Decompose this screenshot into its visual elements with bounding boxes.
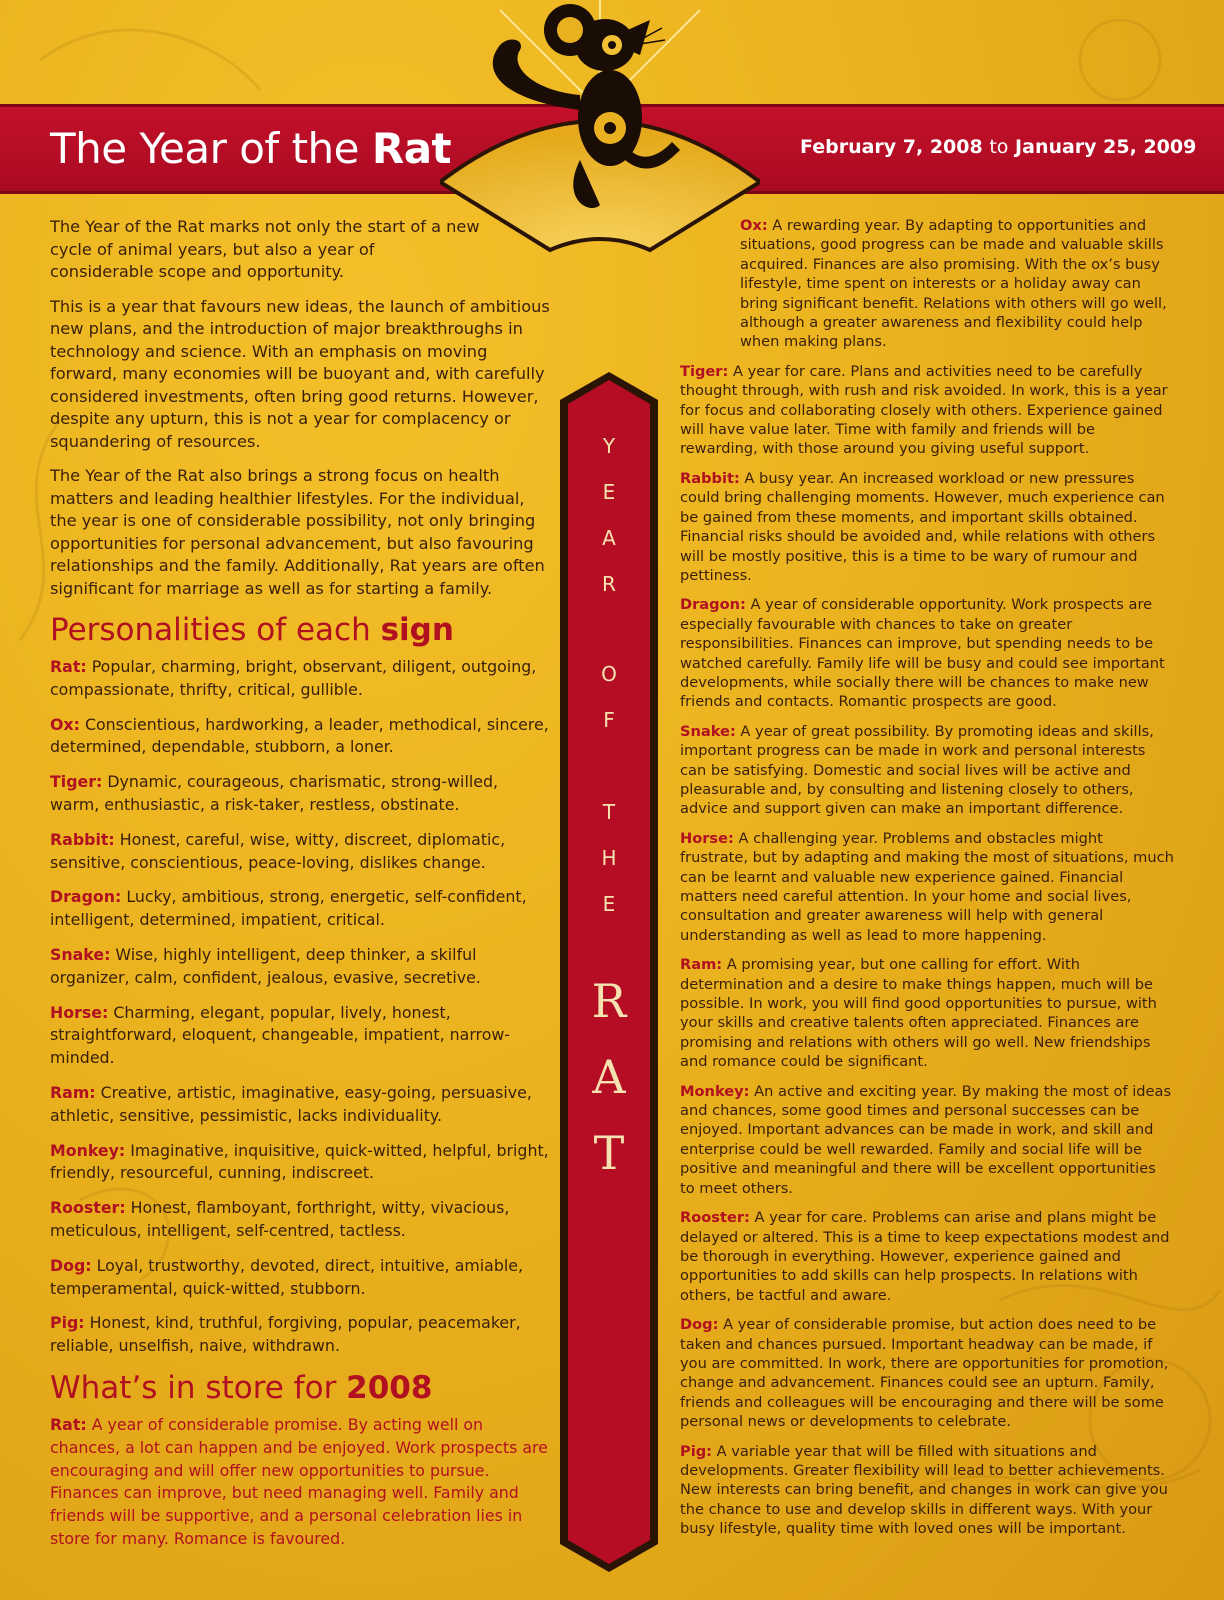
prediction-item: Horse: A challenging year. Problems and obstacles might frustrate, but by adapting and making the most of situations, much can be learnt and valuable new experience gained. Financial matters need careful attention. In your home and social lives, consultation and greater awareness will help with general understanding as well as lead to more happening. (680, 829, 1174, 944)
store-heading: What’s in store for 2008 (50, 1369, 433, 1406)
prediction-item: Pig: A variable year that will be filled with situations and developments. Greater flexibility will lead to better achievements. New interests can bring benefit, and changes in work can give you the chance to use and develop skills in different ways. With your busy lifestyle, quality time with loved ones will be important. (680, 1442, 1168, 1538)
ribbon-letter: A (602, 526, 616, 550)
ribbon-letter-big: A (592, 1050, 626, 1104)
date-start: February 7, 2008 (800, 136, 983, 158)
trait-item: Pig: Honest, kind, truthful, forgiving, popular, peacemaker, reliable, unselfish, naive, withdrawn. (50, 1313, 521, 1356)
ribbon-letter-big: T (593, 1126, 625, 1180)
right-column (680, 216, 1175, 1549)
trait-item: Dragon: Lucky, ambitious, strong, energetic, self-confident, intelligent, determined, impatient, critical. (50, 887, 527, 930)
prediction-item: Dragon: A year of considerable opportunity. Work prospects are especially favourable with chances to take on greater responsibilities. Finances can improve, but spending needs to be watched carefully. Family life will be busy and could see important developments, while socially there will be chances to make new friends and contacts. Romantic prospects are good. (680, 596, 1165, 711)
prediction-item: Dog: A year of considerable promise, but action does need to be taken and chances pursued. Important headway can be made, if you are committed. In work, there are opportunities for promotion, change and advancement. Finances could see an upturn. Family, friends and colleagues will be encouraging and there will be some personal news or developments to celebrate. (680, 1316, 1169, 1431)
intro-paragraph: This is a year that favours new ideas, the launch of ambitious new plans, and the introduction of major breakthroughs in technology and science. With an emphasis on moving forward, many economies will be buoyant and, with carefully considered investments, often bring good returns. However, despite any upturn, this is not a year for complacency or squandering of resources. (50, 296, 550, 451)
trait-item: Tiger: Dynamic, courageous, charismatic, strong-willed, warm, enthusiastic, a risk-taker, restless, obstinate. (50, 772, 498, 814)
date-to: to (989, 136, 1009, 158)
ribbon-letter: R (602, 572, 616, 596)
ribbon-letter: T (602, 800, 616, 824)
intro-paragraph: The Year of the Rat marks not only the start of a new cycle of animal years, but also a year of considerable scope and opportunity. (50, 217, 480, 281)
trait-item: Monkey: Imaginative, inquisitive, quick-witted, helpful, bright, friendly, resourceful, cunning, indiscreet. (50, 1140, 549, 1183)
ribbon-letter-big: R (591, 974, 627, 1028)
trait-item: Dog: Loyal, trustworthy, devoted, direct, intuitive, amiable, temperamental, quick-witted, stubborn. (50, 1255, 523, 1298)
date-end: January 25, 2009 (1015, 136, 1197, 158)
vertical-ribbon (560, 372, 658, 1572)
prediction-item: Rabbit: A busy year. An increased workload or new pressures could bring challenging moments. However, much experience can be gained from these moments, and important skills obtained. Financial risks should be avoided and, while relations with others will be mostly positive, this is a time to be wary of rumour and pettiness. (680, 469, 1165, 584)
trait-item: Ox: Conscientious, hardworking, a leader, methodical, sincere, determined, dependable, stubborn, a loner. (50, 714, 549, 757)
ribbon-letter: O (601, 662, 617, 686)
prediction-item: Rooster: A year for care. Problems can arise and plans might be delayed or altered. This is a time to keep expectations modest and be thorough in everything. However, experience gained and opportunities to add skills can help prospects. In relations with others, be tactful and aware. (680, 1209, 1170, 1304)
prediction-item: Snake: A year of great possibility. By promoting ideas and skills, important progress can be made in work and personal interests can be satisfying. Domestic and social lives will be active and pleasurable and, by consulting and listening closely to others, advice and support given can make an important difference. (680, 722, 1154, 818)
ribbon-letter: E (602, 892, 616, 916)
trait-item: Rat: Popular, charming, bright, observant, diligent, outgoing, compassionate, thrifty, critical, gullible. (50, 657, 537, 699)
left-column (50, 216, 550, 1551)
page-title: The Year of the Rat (50, 124, 452, 173)
ribbon-letter: F (603, 708, 615, 732)
rat-prediction: Rat: A year of considerable promise. By acting well on chances, a lot can happen and be enjoyed. Work prospects are encouraging and will offer new opportunities to pursue. Finances can improve, but need managing well. Family and friends will be supportive, and a personal celebration lies in store for many. Romance is favoured. (50, 1414, 548, 1548)
personalities-heading: Personalities of each sign (50, 612, 454, 648)
ribbon-letter: E (602, 480, 616, 504)
trait-item: Rabbit: Honest, careful, wise, witty, discreet, diplomatic, sensitive, conscientious, peace-loving, dislikes change. (50, 829, 506, 872)
intro-paragraph: The Year of the Rat also brings a strong focus on health matters and leading healthier lifestyles. For the individual, the year is one of considerable possibility, not only bringing opportunities for personal advancement, but also favouring relationships and the family. Additionally, Rat years are often significant for marriage as well as for starting a family. (50, 466, 545, 598)
prediction-item: Ox: A rewarding year. By adapting to opportunities and situations, good progress can be made and valuable skills acquired. Finances are also promising. With the ox’s busy lifestyle, time spent on interests or a holiday away can bring significant benefit. Relations with others will go well, although a greater awareness and flexibility could help when making plans. (740, 217, 1167, 351)
prediction-item: Tiger: A year for care. Plans and activities need to be carefully thought through, with rush and risk avoided. In work, this is a year for focus and collaborating closely with others. Experience gained will have value later. Time with family and friends will be rewarding, with those around you giving useful support. (680, 362, 1168, 458)
date-range (800, 136, 1196, 158)
trait-item: Ram: Creative, artistic, imaginative, easy-going, persuasive, athletic, sensitive, pessimistic, lacks individuality. (50, 1082, 532, 1125)
trait-item: Rooster: Honest, flamboyant, forthright, witty, vivacious, meticulous, intelligent, self-centred, tactless. (50, 1198, 510, 1240)
trait-item: Horse: Charming, elegant, popular, lively, honest, straightforward, eloquent, changeable, impatient, narrow-minded. (50, 1002, 510, 1068)
ribbon-letter: Y (602, 434, 616, 458)
ribbon-letter: H (601, 846, 617, 870)
prediction-item: Monkey: An active and exciting year. By making the most of ideas and chances, some good times and personal successes can be enjoyed. Important advances can be made in work, and skill and enterprise could be well rewarded. Family and social life will be positive and meaningful and there will be excellent opportunities to meet others. (680, 1082, 1172, 1197)
prediction-item: Ram: A promising year, but one calling for effort. With determination and a desire to make things happen, much will be possible. In work, you will find good opportunities to pursue, with your skills and creative talents often appreciated. Finances are promising and relations with others will go well. New friendships and romance could be significant. (680, 956, 1157, 1071)
trait-item: Snake: Wise, highly intelligent, deep thinker, a skilful organizer, calm, confident, jealous, evasive, secretive. (50, 944, 481, 987)
